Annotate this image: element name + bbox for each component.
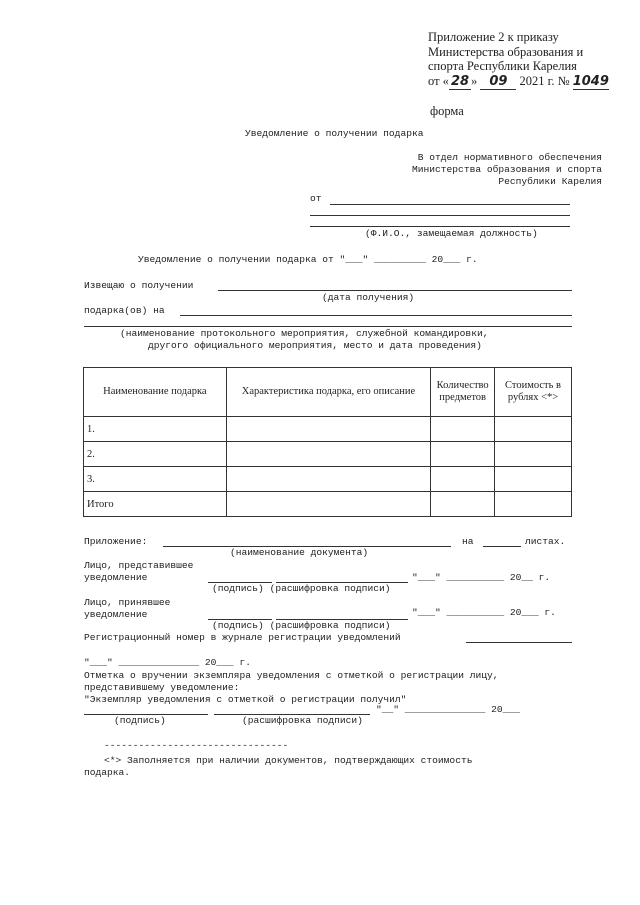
event-field-line-2[interactable] [84, 326, 572, 327]
receipt-date-caption: (дата получения) [322, 292, 415, 303]
order-month: 09 [480, 75, 516, 91]
form-label: форма [430, 104, 464, 118]
addressee-line-3: Республики Карелия [498, 176, 602, 187]
submitter-label-2: уведомление [84, 572, 148, 583]
row-label: 3. [84, 467, 227, 492]
gift-table [83, 367, 572, 517]
table-cell[interactable] [431, 467, 495, 492]
order-line-1: Приложение 2 к приказу [428, 30, 559, 44]
notice-date-line: Уведомление о получении подарка от "___" _________ 20___ г. [138, 254, 478, 265]
from-field-line-1[interactable] [330, 204, 570, 205]
receiver-label-1: Лицо, принявшее [84, 597, 171, 608]
row-label: 1. [84, 417, 227, 442]
from-field-line-3[interactable] [310, 226, 570, 227]
addressee-line-1: В отдел нормативного обеспечения [417, 152, 602, 163]
event-field-line-1[interactable] [180, 315, 572, 316]
attachment-caption: (наименование документа) [230, 547, 369, 558]
receiver-date: "___" __________ 20___ г. [412, 607, 556, 618]
registration-label: Регистрационный номер в журнале регистрации уведомлений [84, 632, 401, 643]
submitter-caption: (подпись) (расшифровка подписи) [212, 583, 391, 594]
table-row-total [84, 492, 572, 517]
order-day: 28 [450, 73, 470, 89]
table-cell[interactable] [495, 492, 572, 517]
table-row [84, 467, 572, 492]
registration-number-field[interactable] [466, 642, 572, 643]
order-number: 1049 [572, 73, 609, 89]
copy-decode-caption: (расшифровка подписи) [242, 715, 363, 726]
event-caption-1: (наименование протокольного мероприятия, служебной командировки, [120, 328, 489, 339]
copy-note-line-1: Отметка о вручении экземпляра уведомления с отметкой о регистрации лицу, [84, 670, 499, 681]
attachment-on: на [462, 536, 474, 547]
table-header-row [84, 368, 572, 417]
table-cell[interactable] [495, 442, 572, 467]
order-reference [428, 30, 609, 90]
document-title: Уведомление о получении подарка [245, 128, 424, 139]
table-cell[interactable] [226, 417, 431, 442]
receipt-date-field[interactable] [218, 290, 572, 291]
col-quantity: Количество предметов [431, 368, 495, 417]
receiver-caption: (подпись) (расшифровка подписи) [212, 620, 391, 631]
row-label: Итого [84, 492, 227, 517]
footnote-line-2: подарка. [84, 767, 131, 778]
date-prefix: от « [428, 73, 449, 88]
gifts-label: подарка(ов) на [84, 305, 165, 316]
inform-label: Извещаю о получении [84, 280, 194, 291]
table-cell[interactable] [226, 442, 431, 467]
table-cell[interactable] [431, 492, 495, 517]
table-row [84, 417, 572, 442]
attachment-sheets-field[interactable] [483, 546, 521, 547]
order-line-2: Министерства образования и [428, 44, 584, 59]
from-field-line-2[interactable] [310, 215, 570, 216]
from-label: от [310, 193, 322, 204]
copy-note-line-3: "Экземпляр уведомления с отметкой о регистрации получил" [84, 694, 407, 705]
footnote-line-1: <*> Заполняется при наличии документов, подтверждающих стоимость [104, 755, 473, 766]
order-year: 2021 г. № [519, 73, 570, 88]
table-cell[interactable] [495, 417, 572, 442]
copy-date: "__" ______________ 20___ [376, 704, 520, 715]
table-row [84, 442, 572, 467]
attachment-sheets: листах. [525, 536, 566, 547]
copy-sign-caption: (подпись) [114, 715, 166, 726]
submitter-date: "___" __________ 20__ г. [412, 572, 551, 583]
submitter-label-1: Лицо, представившее [84, 560, 194, 571]
order-line-3: спорта Республики Карелия [428, 59, 577, 73]
fio-caption: (Ф.И.О., замещаемая должность) [365, 228, 538, 239]
registration-date: "___" ______________ 20___ г. [84, 657, 251, 668]
footnote-separator: -------------------------------- [104, 740, 289, 751]
addressee-line-2: Министерства образования и спорта [412, 164, 602, 175]
addressee-block [412, 152, 602, 188]
col-gift-name: Наименование подарка [84, 368, 227, 417]
table-cell[interactable] [226, 467, 431, 492]
table-cell[interactable] [431, 417, 495, 442]
col-cost: Стоимость в рублях <*> [495, 368, 572, 417]
table-cell[interactable] [226, 492, 431, 517]
copy-note-line-2: представившему уведомление: [84, 682, 240, 693]
table-cell[interactable] [495, 467, 572, 492]
table-cell[interactable] [431, 442, 495, 467]
attachment-label: Приложение: [84, 536, 148, 547]
date-mid: » [471, 73, 478, 88]
row-label: 2. [84, 442, 227, 467]
event-caption-2: другого официального мероприятия, место и дата проведения) [148, 340, 482, 351]
col-gift-description: Характеристика подарка, его описание [226, 368, 431, 417]
order-date-line [428, 74, 609, 91]
receiver-label-2: уведомление [84, 609, 148, 620]
